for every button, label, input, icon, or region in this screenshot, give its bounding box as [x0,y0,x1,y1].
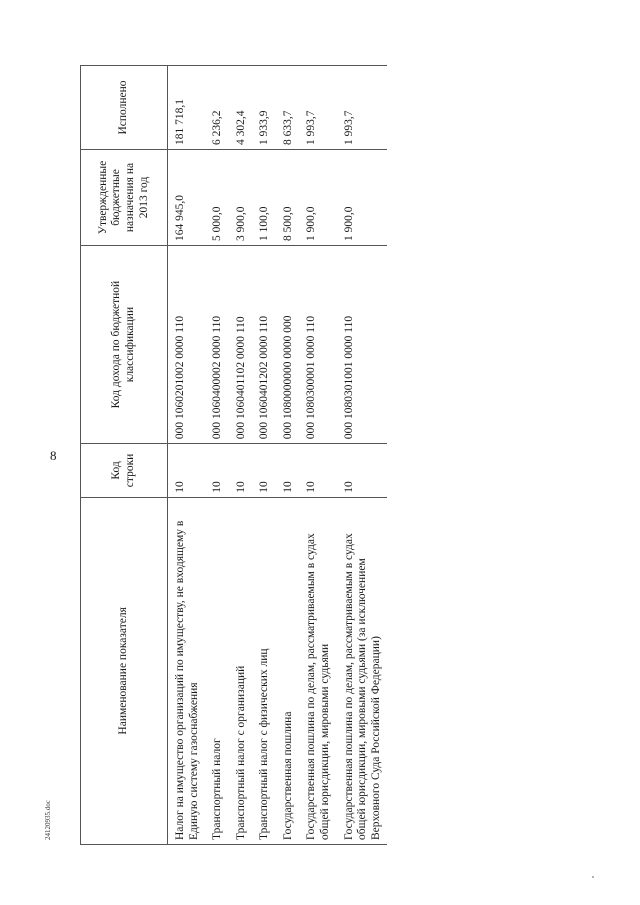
row-executed: 4 302,4 [229,66,253,150]
budget-table [80,65,387,845]
row-income-code: 000 1060400002 0000 110 [205,246,229,444]
rotated-table-wrapper [80,65,550,845]
row-code: 10 [276,444,300,498]
row-income-code: 000 1080300001 0000 110 [299,246,336,444]
row-income-code: 000 1060401102 0000 110 [229,246,253,444]
row-name: Транспортный налог [205,497,229,844]
row-name: Государственная пошлина [276,497,300,844]
row-approved: 5 000,0 [205,149,229,245]
scan-speck [592,876,594,878]
row-name: Государственная пошлина по делам, рассматриваемым в судах общей юрисдикции, мировыми судьями [299,497,336,844]
table-header-row [81,66,168,845]
table-row [229,66,253,845]
row-executed: 1 993,7 [337,66,388,150]
row-executed: 1 993,7 [299,66,336,150]
table-row [252,66,276,845]
row-executed: 6 236,2 [205,66,229,150]
table-row [168,66,206,845]
row-code: 10 [229,444,253,498]
row-name: Транспортный налог с физических лиц [252,497,276,844]
table-row [276,66,300,845]
row-income-code: 000 1080000000 0000 000 [276,246,300,444]
row-income-code: 000 1060201002 0000 110 [168,246,206,444]
page-number: 8 [50,448,57,463]
table-row [205,66,229,845]
header-row-code: Код строки [81,444,168,498]
row-name: Транспортный налог с организаций [229,497,253,844]
row-code: 10 [205,444,229,498]
row-code: 10 [252,444,276,498]
file-stamp: 24120935.doc [44,800,52,840]
row-name: Налог на имущество организаций по имуществу, не входящему в Единую систему газоснабжения [168,497,206,844]
row-approved: 1 900,0 [337,149,388,245]
header-approved: Утвержденные бюджетные назначения на 2013 год [81,149,168,245]
row-approved: 8 500,0 [276,149,300,245]
header-income-code: Код дохода по бюджетной классификации [81,246,168,444]
row-income-code: 000 1060401202 0000 110 [252,246,276,444]
row-approved: 3 900,0 [229,149,253,245]
row-code: 10 [168,444,206,498]
table-row [299,66,336,845]
row-approved: 164 945,0 [168,149,206,245]
row-executed: 8 633,7 [276,66,300,150]
row-income-code: 000 1080301001 0000 110 [337,246,388,444]
row-code: 10 [299,444,336,498]
header-executed: Исполнено [81,66,168,150]
row-code: 10 [337,444,388,498]
table-row [337,66,388,845]
row-approved: 1 900,0 [299,149,336,245]
row-approved: 1 100,0 [252,149,276,245]
header-name: Наименование показателя [81,497,168,844]
row-executed: 1 933,9 [252,66,276,150]
row-name: Государственная пошлина по делам, рассматриваемым в судах общей юрисдикции, мировыми судьями (за исключением Верховного Суда Российской Федерации) [337,497,388,844]
row-executed: 181 718,1 [168,66,206,150]
